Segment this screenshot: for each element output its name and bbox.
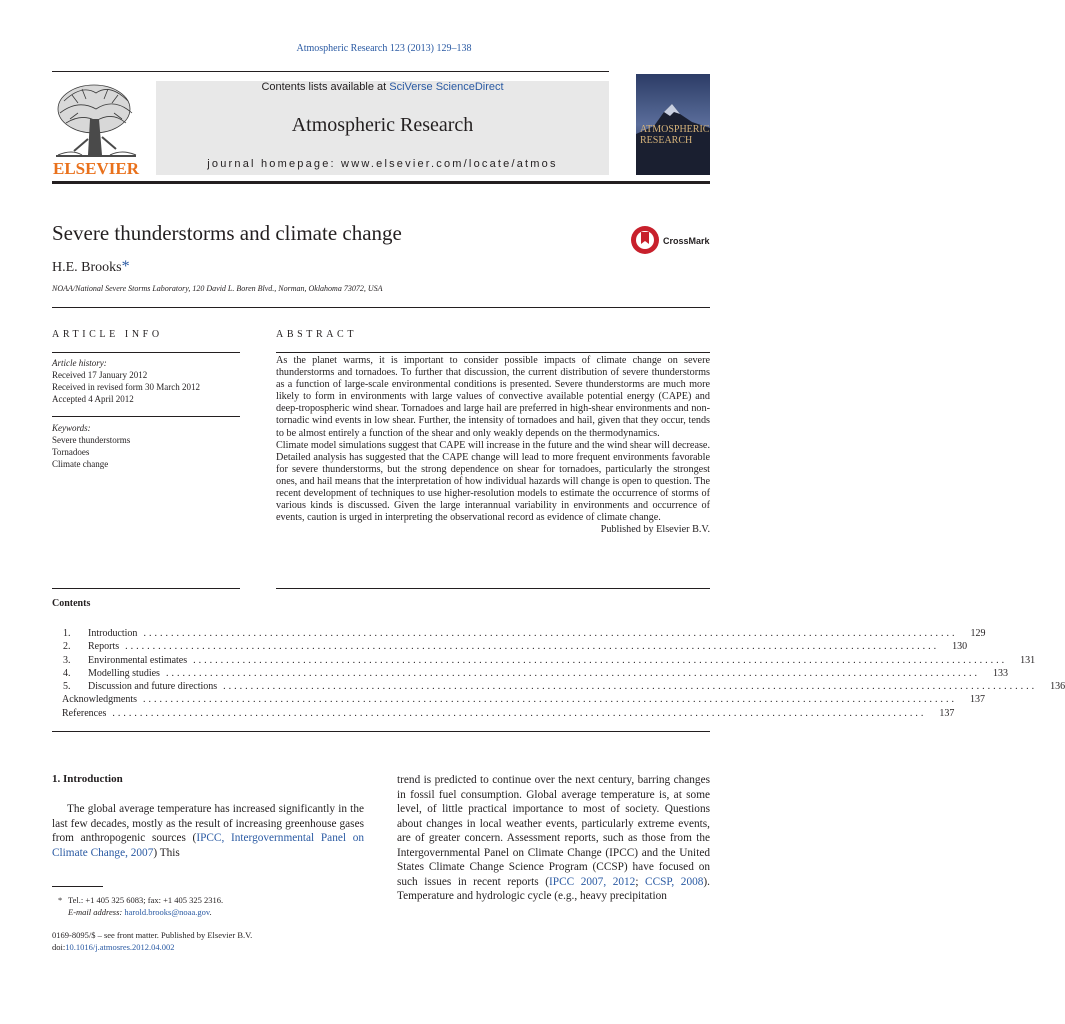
toc-page: 137 [939,707,955,719]
doi-line [52,941,252,953]
accepted-date: Accepted 4 April 2012 [52,394,134,404]
keyword-item: Climate change [52,459,109,469]
citation-link[interactable]: IPCC 2007, 2012 [549,875,636,888]
keywords-label: Keywords: [52,423,91,433]
intro-text-end: ). Temperature and hydrologic cycle (e.g., heavy precipitation [397,875,710,902]
doi-prefix: doi: [52,942,66,952]
header-thick-rule [52,181,710,184]
toc-entry[interactable] [52,654,1036,667]
toc-number: 4. [63,667,71,679]
issn-line: 0169-8095/$ – see front matter. Published by Elsevier B.V. [52,930,253,940]
header-rule [52,71,609,72]
intro-text-end: ) This [153,846,180,859]
toc-leader: .................................................................................................................................................... [112,707,927,719]
toc-page: 137 [970,694,985,706]
footnote-contact [52,894,223,906]
toc-title[interactable]: Modelling studies [88,667,160,679]
abstract-rule [276,352,710,353]
footnote-tel: Tel.: +1 405 325 6083; fax: +1 405 325 2316. [68,895,224,905]
footnote-email-line [52,906,223,918]
journal-header [156,81,609,175]
toc-leader: .................................................................................................................................................... [193,654,1008,666]
keywords-rule [52,416,240,417]
sciencedirect-link[interactable]: SciVerse ScienceDirect [389,81,504,93]
toc-page: 130 [952,641,968,653]
intro-text: The global average temperature has increased significantly in the last few decades, mostly as the result of increasing greenhouse gases from anthropogenic sources ( [52,803,364,844]
toc-entry[interactable] [52,693,985,706]
abstract-bottom-rule [276,588,710,589]
abstract-heading: ABSTRACT [276,329,358,340]
toc-number: 3. [63,654,71,666]
cover-title-line2: RESEARCH [640,135,693,146]
elsevier-tree-icon [52,79,140,177]
email-label: E-mail address: [68,907,123,917]
publisher-wordmark: ELSEVIER [53,159,139,178]
intro-column-1 [52,802,364,860]
keyword-item: Tornadoes [52,447,90,457]
toc-title[interactable]: Introduction [88,628,138,639]
toc-page: 131 [1020,654,1036,666]
journal-name: Atmospheric Research [291,114,474,136]
article-info-heading: ARTICLE INFO [52,329,163,340]
toc-entry[interactable] [52,627,986,640]
elsevier-logo [52,79,140,177]
crossmark-badge[interactable] [630,224,712,256]
keyword-item: Severe thunderstorms [52,435,131,445]
toc-number: 1. [63,628,71,639]
revised-date: Received in revised form 30 March 2012 [52,382,200,392]
history-label: Article history: [52,358,107,368]
article-history [52,357,240,405]
footnote-mark: * [58,895,63,905]
journal-cover-image [636,74,710,175]
cover-title-line1: ATMOSPHERIC [640,124,710,135]
toc-title[interactable]: Environmental estimates [88,654,188,666]
abstract-publisher-note: Published by Elsevier B.V. [600,524,710,536]
section-heading: 1. Introduction [52,773,123,785]
crossmark-icon[interactable] [630,224,712,256]
author-affiliation: NOAA/National Severe Storms Laboratory, 120 David L. Boren Blvd., Norman, Oklahoma 73072, USA [52,284,383,293]
journal-homepage[interactable]: journal homepage: www.elsevier.com/locate/atmos [207,158,558,170]
article-title: Severe thunderstorms and climate change [52,221,402,245]
doi-link[interactable]: 10.1016/j.atmosres.2012.04.002 [65,942,175,952]
contents-prefix: Contents lists available at [261,81,390,93]
toc-page: 129 [970,628,986,639]
toc-title[interactable]: Discussion and future directions [88,681,218,693]
article-info-rule [52,352,240,353]
article-info-bottom-rule [52,588,240,589]
toc-number: 5. [63,681,71,693]
intro-text: trend is predicted to continue over the next century, barring changes in fossil fuel consumption. Global average temperature is, at some level, of little practical importance to most of society. Questions about changes in local weather events, particularly extreme events, are of greater concern. Assessment reports, such as those from the Intergovernmental Panel on Climate Change (IPCC) and the United States Climate Change Science Program (CCSP) have focused on such issues in recent reports ( [397,774,710,888]
author-footnote [52,894,223,918]
toc-number [52,707,62,720]
footnote-rule [52,886,103,887]
toc-leader: .................................................................................................................................................... [165,667,980,679]
received-date: Received 17 January 2012 [52,370,148,380]
contents-bottom-rule [52,731,710,732]
intro-column-2 [397,773,710,904]
toc-page: 136 [1050,681,1065,693]
abstract-paragraph-1: As the planet warms, it is important to consider possible impacts of climate change on severe thunderstorms and tornadoes. To further that discussion, the current distribution of severe thunderstorms as a function of large-scale environmental conditions is presented. Severe thunderstorms are much more likely to form in environments with large values of convective available potential energy (CAPE) and deep-tropospheric wind shear. Tornadoes and large hail are preferred in high-shear environments and non-tornadic wind events in low shear. Further, the intensity of tornadoes and hail, given that they occur, tends to be almost entirely a function of the shear and only weakly depends on the thermodynamics. [276,355,710,439]
toc-title[interactable]: Acknowledgments [62,694,137,706]
table-of-contents [52,627,1065,720]
toc-leader: .................................................................................................................................................... [125,641,940,653]
email-end: . [209,907,212,917]
toc-leader: .................................................................................................................................................... [143,694,957,706]
author-footnote-mark[interactable]: * [121,258,130,275]
toc-entry[interactable] [52,680,1065,693]
page-footer [52,929,252,953]
author-name: H.E. Brooks [52,260,122,275]
toc-entry[interactable] [52,667,1008,680]
toc-title[interactable]: Reports [88,641,120,653]
abstract-text [276,355,710,536]
toc-page: 133 [992,667,1008,679]
abstract-paragraph-2: Climate model simulations suggest that CAPE will increase in the future and the wind shear will decrease. Detailed analysis has suggested that the CAPE change will lead to more frequent environments favorable for severe thunderstorms, but the strong dependence on shear for tornadoes, particularly the strongest ones, and hail means that the interpretation of how individual hazards will change is open to question. The recent development of techniques to use higher-resolution models to estimate the occurrence of storms of various kinds is discussed. Given the large interannual variability in environments and occurrence of events, caution is urged in interpreting the observational record as evidence of climate change. [276,439,710,524]
journal-cover [636,74,710,175]
citation-link[interactable]: CCSP, 2008 [645,875,704,888]
journal-citation[interactable]: Atmospheric Research 123 (2013) 129–138 [296,43,472,54]
citation-separator: ; [635,875,646,888]
title-rule [52,307,710,308]
crossmark-label: CrossMark [663,236,710,246]
toc-leader: .................................................................................................................................................... [223,681,1038,693]
toc-title[interactable]: References [62,707,107,719]
keywords-block [52,422,240,470]
toc-number [52,693,62,706]
toc-leader: .................................................................................................................................................... [143,628,958,639]
toc-number: 2. [63,641,71,653]
author-line [52,258,130,276]
author-email-link[interactable]: harold.brooks@noaa.gov [124,907,210,917]
citation-link[interactable]: IPCC, Intergovernmental Panel on Climate Change, 2007 [52,832,364,859]
contents-heading: Contents [52,598,91,609]
toc-entry[interactable] [52,707,955,720]
toc-entry[interactable] [52,640,968,653]
contents-availability [156,81,609,93]
